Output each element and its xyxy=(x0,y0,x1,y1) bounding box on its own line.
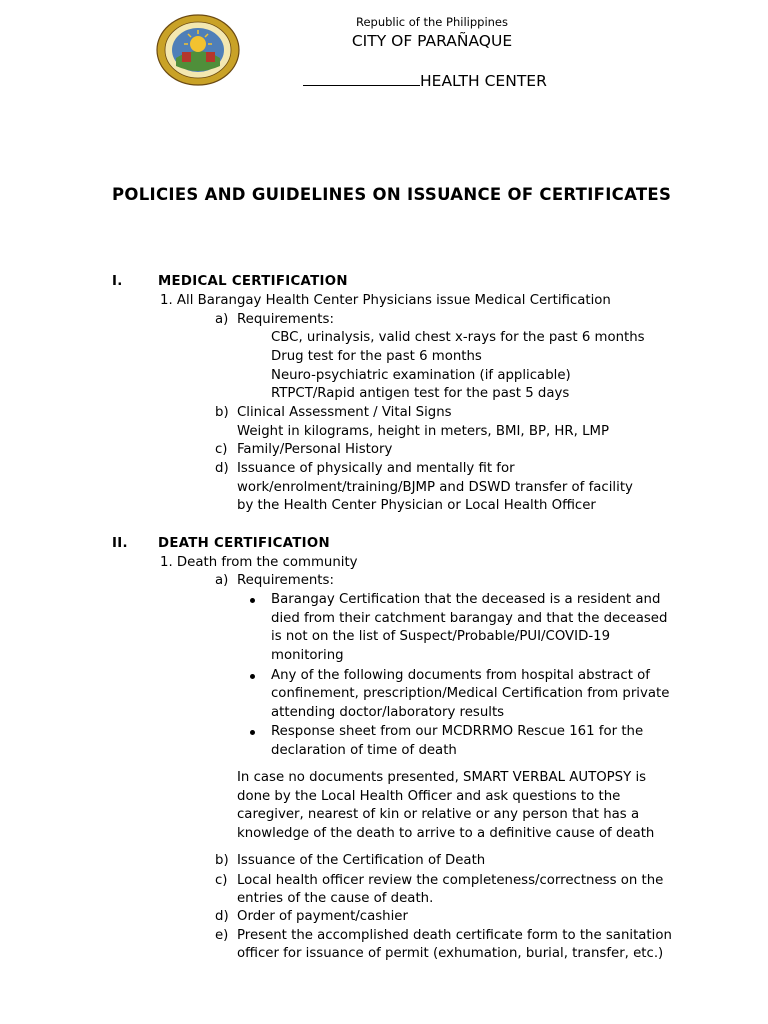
list-item: Issuance of physically and mentally fit for xyxy=(237,461,515,476)
item-label: e) xyxy=(215,928,229,943)
item-label: b) xyxy=(215,405,229,420)
note-text: In case no documents presented, SMART VERBAL AUTOPSY is xyxy=(237,770,647,785)
note-text: caregiver, nearest of kin or relative or any person that has a xyxy=(237,807,640,822)
list-item: Any of the following documents from hospital abstract of xyxy=(271,668,650,683)
note-text: done by the Local Health Officer and ask questions to the xyxy=(237,789,621,804)
list-item: Requirements: xyxy=(237,573,334,588)
section-number: I. xyxy=(112,274,123,289)
bullet-icon xyxy=(250,674,255,679)
list-item: by the Health Center Physician or Local Health Officer xyxy=(237,498,596,513)
list-item: confinement, prescription/Medical Certification from private xyxy=(271,686,670,701)
list-item: Neuro-psychiatric examination (if applicable) xyxy=(271,368,571,383)
list-item: died from their catchment barangay and that the deceased xyxy=(271,611,668,626)
list-item: RTPCT/Rapid antigen test for the past 5 days xyxy=(271,386,570,401)
section-heading: MEDICAL CERTIFICATION xyxy=(158,274,348,289)
section-heading: DEATH CERTIFICATION xyxy=(158,536,330,551)
item-label: c) xyxy=(215,873,228,888)
list-item: Issuance of the Certification of Death xyxy=(237,853,486,868)
list-item: declaration of time of death xyxy=(271,743,457,758)
bullet-icon xyxy=(250,730,255,735)
item-label: d) xyxy=(215,461,229,476)
list-item: Drug test for the past 6 months xyxy=(271,349,482,364)
list-item: monitoring xyxy=(271,648,344,663)
health-center-label: HEALTH CENTER xyxy=(420,72,547,90)
list-item: entries of the cause of death. xyxy=(237,891,434,906)
list-item: Weight in kilograms, height in meters, BMI, BP, HR, LMP xyxy=(237,424,610,439)
city-name: CITY OF PARAÑAQUE xyxy=(351,32,513,50)
list-item: Barangay Certification that the deceased is a resident and xyxy=(271,592,661,607)
list-item: Requirements: xyxy=(237,312,334,327)
health-center-line xyxy=(303,72,547,90)
list-item: officer for issuance of permit (exhumation, burial, transfer, etc.) xyxy=(237,946,664,961)
bullet-icon xyxy=(250,598,255,603)
list-item: 1. Death from the community xyxy=(160,555,358,570)
list-item: Present the accomplished death certificate form to the sanitation xyxy=(237,928,672,943)
item-label: c) xyxy=(215,442,228,457)
note-text: knowledge of the death to arrive to a definitive cause of death xyxy=(237,826,655,841)
republic-text: Republic of the Philippines xyxy=(355,15,509,29)
item-label: a) xyxy=(215,573,229,588)
list-item: Response sheet from our MCDRRMO Rescue 161 for the xyxy=(271,724,644,739)
list-item: Clinical Assessment / Vital Signs xyxy=(237,405,452,420)
item-label: a) xyxy=(215,312,229,327)
section-number: II. xyxy=(112,536,128,551)
item-label: d) xyxy=(215,909,229,924)
list-item: attending doctor/laboratory results xyxy=(271,705,505,720)
item-label: b) xyxy=(215,853,229,868)
list-item: CBC, urinalysis, valid chest x-rays for the past 6 months xyxy=(271,330,645,345)
list-item: Local health officer review the completeness/correctness on the xyxy=(237,873,664,888)
list-item: Family/Personal History xyxy=(237,442,393,457)
document-title: POLICIES AND GUIDELINES ON ISSUANCE OF CERTIFICATES xyxy=(112,185,672,204)
list-item: work/enrolment/training/BJMP and DSWD transfer of facility xyxy=(237,480,633,495)
list-item: is not on the list of Suspect/Probable/PUI/COVID-19 xyxy=(271,629,611,644)
list-item: Order of payment/cashier xyxy=(237,909,408,924)
blank-underline xyxy=(303,72,420,86)
list-item: 1. All Barangay Health Center Physicians issue Medical Certification xyxy=(160,293,611,308)
